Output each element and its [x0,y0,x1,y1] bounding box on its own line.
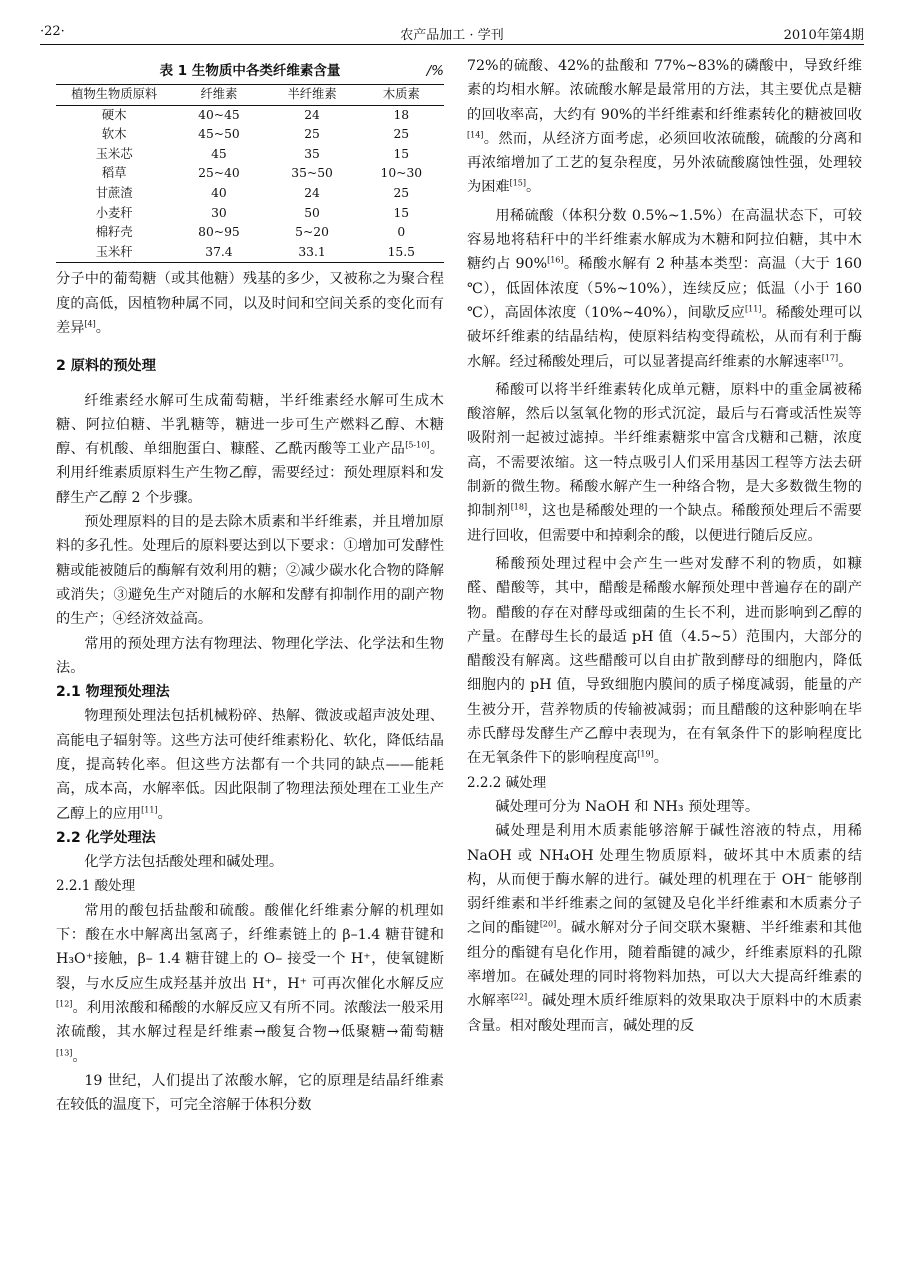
cell-material: 小麦秆 [95,205,133,220]
cell-cellulose: 80~95 [198,225,240,240]
cell-lignin: 15 [393,205,410,220]
cell-material: 甘蔗渣 [95,185,133,200]
col-header-lignin: 木质素 [382,87,420,101]
citation: [12] [56,999,73,1009]
table-row [56,125,444,145]
section-heading: 2 原料的预处理 [56,358,156,375]
journal-name: 农产品加工 · 学刊 [400,28,504,43]
paragraph: 常用的酸包括盐酸和硫酸。酸催化纤维素分解的机理如下：酸在水中解离出氢离子，纤维素链上的 β–1.4 糖苷键和 H₃O⁺接触，β– 1.4 糖苷键上的 O– 接受一个 H⁺，使氧键断裂，与水反应生成羟基并放出 H⁺，H⁺ 可再次催化水解反应[12]。利用浓酸和稀酸的水解反应又有所不同。浓酸法一般采用浓硫酸，其水解过程是纤维素→酸复合物→低聚糖→葡萄糖[13]。 [56,902,444,1065]
right-column [467,54,862,1038]
citation: [11] [745,304,762,314]
cell-hemicellulose: 50 [304,205,320,220]
cell-material: 玉米秆 [95,244,133,259]
paragraph: 用稀硫酸（体积分数 0.5%~1.5%）在高温状态下，可较容易地将秸秆中的半纤维素水解成为木糖和阿拉伯糖，其中木糖约占 90%[16]。稀酸水解有 2 种基本类型：高温（大于 160 ℃），低固体浓度（5%~10%），连续反应；低温（小于 160 ℃），高固体浓度（10%~40%），间歇反应[11]。稀酸处理可以破坏纤维素的结晶结构，使原料结构变得疏松，从而有利于酶水解。经过稀酸处理后，可以显著提高纤维素的水解速率[17]。 [467,207,863,370]
cell-lignin: 0 [397,225,406,240]
cell-lignin: 10~30 [380,166,423,181]
citation: [20] [539,919,557,929]
header-rule [40,44,864,45]
cell-lignin: 15.5 [387,244,415,259]
paragraph: 碱处理可分为 NaOH 和 NH₃ 预处理等。 [495,798,760,815]
paragraph: 常用的预处理方法有物理法、物理化学法、化学法和生物法。 [56,635,444,676]
table-header-row [56,85,444,106]
paragraph: 稀酸预处理过程中会产生一些对发酵不利的物质，如糠醛、醋酸等，其中，醋酸是稀酸水解预处理中普遍存在的副产物。醋酸的存在对酵母或细菌的生长不利，进而影响到乙醇的产量。在酵母生长的最适 pH 值（4.5~5）范围内，大部分的醋酸没有解离。这些醋酸可以自由扩散到酵母的细胞内，降低细胞内的 pH 值，导致细胞内膜间的质子梯度减弱，能量的产生被分开，营养物质的传输被减弱；而且醋酸的这种影响在毕赤氏酵母发酵生产乙醇中表现为，在有氧条件下的影响程度比在无氧条件下的影响程度高[19]。 [467,555,862,767]
cell-hemicellulose: 25 [304,127,320,142]
cell-lignin: 15 [393,146,410,161]
cell-material: 玉米芯 [95,146,133,161]
citation: [19] [637,749,654,759]
citation: [4] [84,319,96,329]
table-unit: /% [426,63,444,79]
paragraph: 预处理原料的目的是去除木质素和半纤维素，并且增加原料的多孔性。处理后的原料要达到以下要求：①增加可发酵性糖或能被随后的酶解有效利用的糖；②减少碳水化合物的降解或消失；③避免生产对随后的水解和发酵有抑制作用的副产物的生产；④经济效益高。 [56,514,444,628]
citation: [16] [547,255,564,265]
cell-cellulose: 30 [211,205,227,220]
paragraph: 碱处理是利用木质素能够溶解于碱性溶液的特点，用稀 NaOH 或 NH₄OH 处理生物质原料，破坏其中木质素的结构，从而便于酶水解的进行。碱处理的机理在于 OH⁻ 能够削弱纤维素和半纤维素之间的氢键及皂化半纤维素和木质素分子之间的酯键[20]。碱水解对分子间交联木聚糖、半纤维素和其他组分的酯键有皂化作用，随着酯键的减少，纤维素原料的孔隙率增加。在碱处理的同时将物料加热，可以大大提高纤维素的水解率[22]。碱处理木质纤维原料的效果取决于原料中的木质素含量。相对酸处理而言，碱处理的反 [467,823,862,1034]
subsubsection-heading: 2.2.2 碱处理 [467,774,547,791]
issue-label: 2010年第4期 [783,28,864,43]
cell-hemicellulose: 24 [304,107,320,122]
citation: [22] [510,992,528,1002]
table-row [56,105,444,125]
cell-lignin: 18 [393,107,410,122]
cell-hemicellulose: 35~50 [291,166,333,181]
cell-material: 棉籽壳 [95,225,133,240]
running-header [40,24,864,46]
cell-cellulose: 40~45 [198,107,240,122]
citation: [15] [509,178,526,188]
cell-material: 硬木 [101,107,127,122]
citation: [18] [510,502,528,512]
cell-cellulose: 45 [211,146,227,161]
col-header-cellulose: 纤维素 [200,87,238,101]
paragraph: 72%的硫酸、42%的盐酸和 77%~83%的磷酸中，导致纤维素的均相水解。浓硫酸水解是最常用的方法，其主要优点是糖的回收率高，大约有 90%的半纤维素和纤维素转化的糖被回收[14]。然而，从经济方面考虑，必须回收浓硫酸，硫酸的分离和再浓缩增加了工艺的复杂程度，另外浓硫酸腐蚀性强，处理较为困难[15]。 [467,58,862,196]
col-header-material: 植物生物质原料 [71,87,158,101]
subsection-heading: 2.2 化学处理法 [56,829,156,846]
cellulose-content-table [56,84,444,263]
cell-lignin: 25 [393,127,410,142]
table-row [56,184,444,204]
cell-cellulose: 37.4 [205,244,233,259]
table-row [56,145,444,165]
table-title: 表 1 生物质中各类纤维素含量 [159,63,341,79]
table-caption [56,58,444,84]
cell-hemicellulose: 33.1 [298,244,326,259]
citation: [17] [821,352,839,362]
paragraph: 分子中的葡萄糖（或其他糖）残基的多少，又被称之为聚合程度的高低，因植物种属不同，以及时间和空间关系的变化而有差异[4]。 [56,271,444,336]
paragraph: 纤维素经水解可生成葡萄糖，半纤维素经水解可生成木糖、阿拉伯糖、半乳糖等，糖进一步可生产燃料乙醇、木糖醇、有机酸、单细胞蛋白、糠醛、乙酰丙酸等工业产品[5-10]。利用纤维素质原料生产生物乙醇，需要经过：预处理原料和发酵生产乙醇 2 个步骤。 [56,392,444,506]
paragraph: 稀酸可以将半纤维素转化成单元糖，原料中的重金属被稀酸溶解，然后以氢氧化物的形式沉淀，最后与石膏或活性炭等吸附剂一起被过滤掉。半纤维素糖浆中富含戊糖和己糖，浓度高，不需要浓缩。这一特点吸引人们采用基因工程等方法去研制新的微生物。稀酸水解产生一种络合物，是大多数微生物的抑制剂[18]，这也是稀酸处理的一个缺点。稀酸预处理后不需要进行回收，但需要中和掉剩余的酸，以便进行随后反应。 [467,381,862,544]
citation: [13] [56,1047,73,1057]
cell-material: 稻草 [101,166,127,181]
subsection-heading: 2.1 物理预处理法 [56,684,170,701]
subsubsection-heading: 2.2.1 酸处理 [56,878,136,895]
table-row [56,223,444,243]
cell-material: 软木 [101,127,127,142]
table-row [56,243,444,263]
cell-lignin: 25 [393,185,410,200]
page-number: ·22· [40,24,65,39]
cell-cellulose: 40 [211,185,227,200]
paragraph: 物理预处理法包括机械粉碎、热解、微波或超声波处理、高能电子辐射等。这些方法可使纤维素粉化、软化，降低结晶度，提高转化率。但这些方法都有一个共同的缺点——能耗高，成本高，水解率低。因此限制了物理法预处理在工业生产乙醇上的应用[11]。 [56,708,444,822]
table-row [56,164,444,184]
cell-cellulose: 45~50 [198,127,240,142]
table-row [56,204,444,224]
paragraph: 19 世纪，人们提出了浓酸水解，它的原理是结晶纤维素在较低的温度下，可完全溶解于体积分数 [56,1072,444,1114]
citation: [11] [141,804,158,814]
left-column [56,58,444,1117]
col-header-hemicellulose: 半纤维素 [287,87,337,101]
cell-hemicellulose: 5~20 [295,225,329,240]
cell-hemicellulose: 24 [304,185,320,200]
cell-hemicellulose: 35 [304,146,320,161]
citation: [14] [467,130,484,140]
paragraph: 化学方法包括酸处理和碱处理。 [84,854,284,871]
cell-cellulose: 25~40 [198,166,240,181]
citation: [5-10] [405,440,430,450]
